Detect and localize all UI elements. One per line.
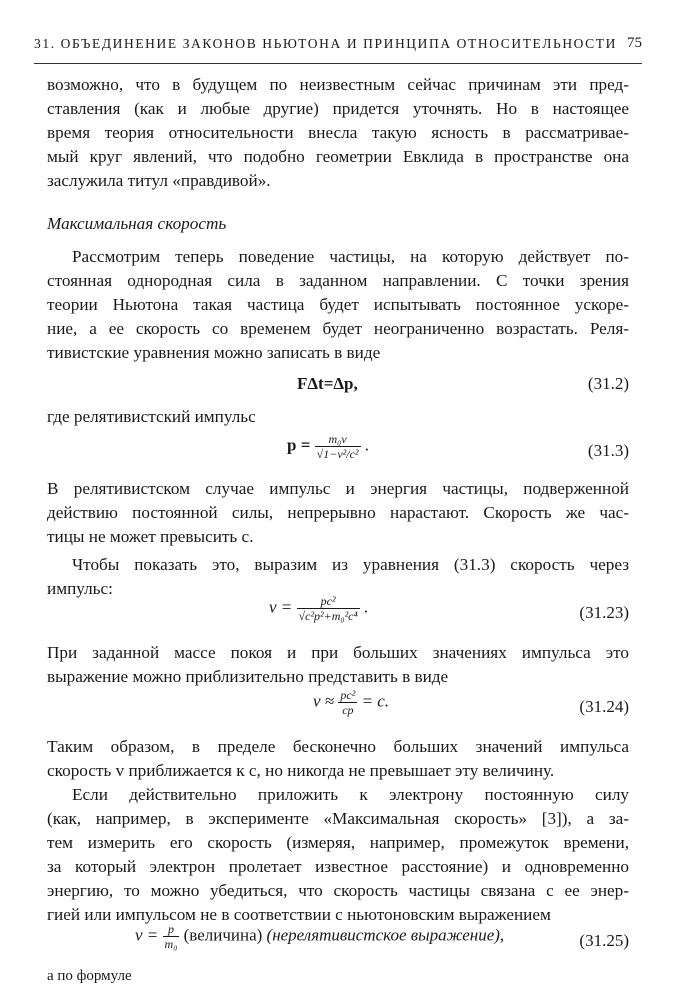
equation-tail: = c.	[361, 691, 390, 711]
text-line: скорость v приближается к c, но никогда не превышает эту величину.	[47, 761, 555, 780]
fraction	[315, 432, 361, 461]
text-line: тем измерить его скорость (измеряя, например, промежуток времени,	[47, 833, 629, 852]
equation-31-3	[47, 432, 629, 472]
equation-31-24	[47, 688, 629, 728]
text-line: тицы не может превысить c.	[47, 527, 254, 546]
text-line: ние, а ее скорость со временем будет неограниченно возрастать. Реля-	[47, 319, 629, 338]
text-line: стоянная однородная сила в заданном направлении. С точки зрения	[47, 271, 629, 290]
text-line: заслужила титул «правдивой».	[47, 171, 271, 190]
header-rule	[34, 63, 642, 64]
page-number: 75	[627, 35, 642, 51]
fraction	[163, 922, 180, 951]
fraction-denominator: √c²p²+m₀²c⁴	[298, 609, 358, 623]
text-line: Чтобы показать это, выразим из уравнения (31.3) скорость через	[72, 555, 629, 574]
text-line: действию постоянной силы, непрерывно нарастают. Скорость же час-	[47, 503, 629, 522]
text-line: теории Ньютона такая частица будет испытывать постоянное ускоре-	[47, 295, 629, 314]
text-line: за который электрон пролетает известное расстояние) и одновременно	[47, 857, 629, 876]
text-line: где релятивистский импульс	[47, 407, 256, 426]
text-line: время теория относительности внесла такую ясность в рассматривае-	[47, 123, 629, 142]
text-line: При заданной массе покоя и при больших значениях импульса это	[47, 643, 629, 662]
header-title: 31. ОБЪЕДИНЕНИЕ ЗАКОНОВ НЬЮТОНА И ПРИНЦИПА ОТНОСИТЕЛЬНОСТИ	[34, 36, 617, 51]
running-header	[34, 36, 642, 58]
fraction	[297, 594, 360, 623]
text-line: гией или импульсом не в соответствии с ньютоновским выражением	[47, 905, 551, 924]
text-line: энергию, то можно убедиться, что скорость частицы связана с ее энер-	[47, 881, 629, 900]
text-line: Рассмотрим теперь поведение частицы, на которую действует по-	[72, 247, 629, 266]
fraction-numerator: pc²	[297, 594, 360, 609]
fraction-denominator: cp	[342, 703, 354, 717]
fraction-numerator: p	[163, 922, 180, 937]
equation-number: (31.2)	[587, 374, 629, 393]
equation-text: (величина)	[183, 925, 263, 945]
text-line: возможно, что в будущем по неизвестным сейчас причинам эти пред-	[47, 75, 629, 94]
equation-lhs: v =	[269, 597, 293, 617]
equation-number: (31.25)	[579, 931, 629, 950]
equation-tail: .	[364, 435, 370, 455]
text-line: Таким образом, в пределе бесконечно больших значений импульса	[47, 737, 629, 756]
text-line: (как, например, в эксперименте «Максимальная скорость» [3]), а за-	[47, 809, 629, 828]
fraction-numerator: pc²	[340, 688, 356, 702]
equation-tail: .	[363, 597, 369, 617]
text-line: а по формуле	[47, 968, 132, 984]
equation-number: (31.3)	[587, 441, 629, 460]
text-line: тивистские уравнения можно записать в виде	[47, 343, 381, 362]
equation-expr: FΔt=Δp,	[297, 374, 358, 393]
text-line: мый круг явлений, что подобно геометрии Евклида в пространстве она	[47, 147, 629, 166]
text-line: ставления (как и любые другие) придется уточнять. Но в настоящее	[47, 99, 629, 118]
equation-number: (31.24)	[579, 697, 629, 716]
section-title: Максимальная скорость	[47, 214, 227, 233]
text-line: импульс:	[47, 579, 113, 598]
equation-lhs: v =	[135, 925, 159, 945]
text-line: выражение можно приблизительно представить в виде	[47, 667, 449, 686]
equation-number: (31.23)	[579, 603, 629, 622]
equation-31-25	[47, 922, 629, 962]
text-line: В релятивистском случае импульс и энергия частицы, подверженной	[47, 479, 629, 498]
fraction	[338, 688, 357, 717]
equation-31-23	[47, 594, 629, 634]
fraction-denominator: √1−v²/c²	[316, 447, 359, 461]
equation-note: (нерелятивистское выражение),	[266, 925, 505, 945]
equation-lhs: v ≈	[313, 691, 335, 711]
fraction-denominator: m₀	[164, 937, 178, 951]
text-line: Если действительно приложить к электрону постоянную силу	[72, 785, 629, 804]
fraction-numerator: m₀v	[315, 432, 361, 447]
equation-lhs: p =	[287, 435, 311, 455]
